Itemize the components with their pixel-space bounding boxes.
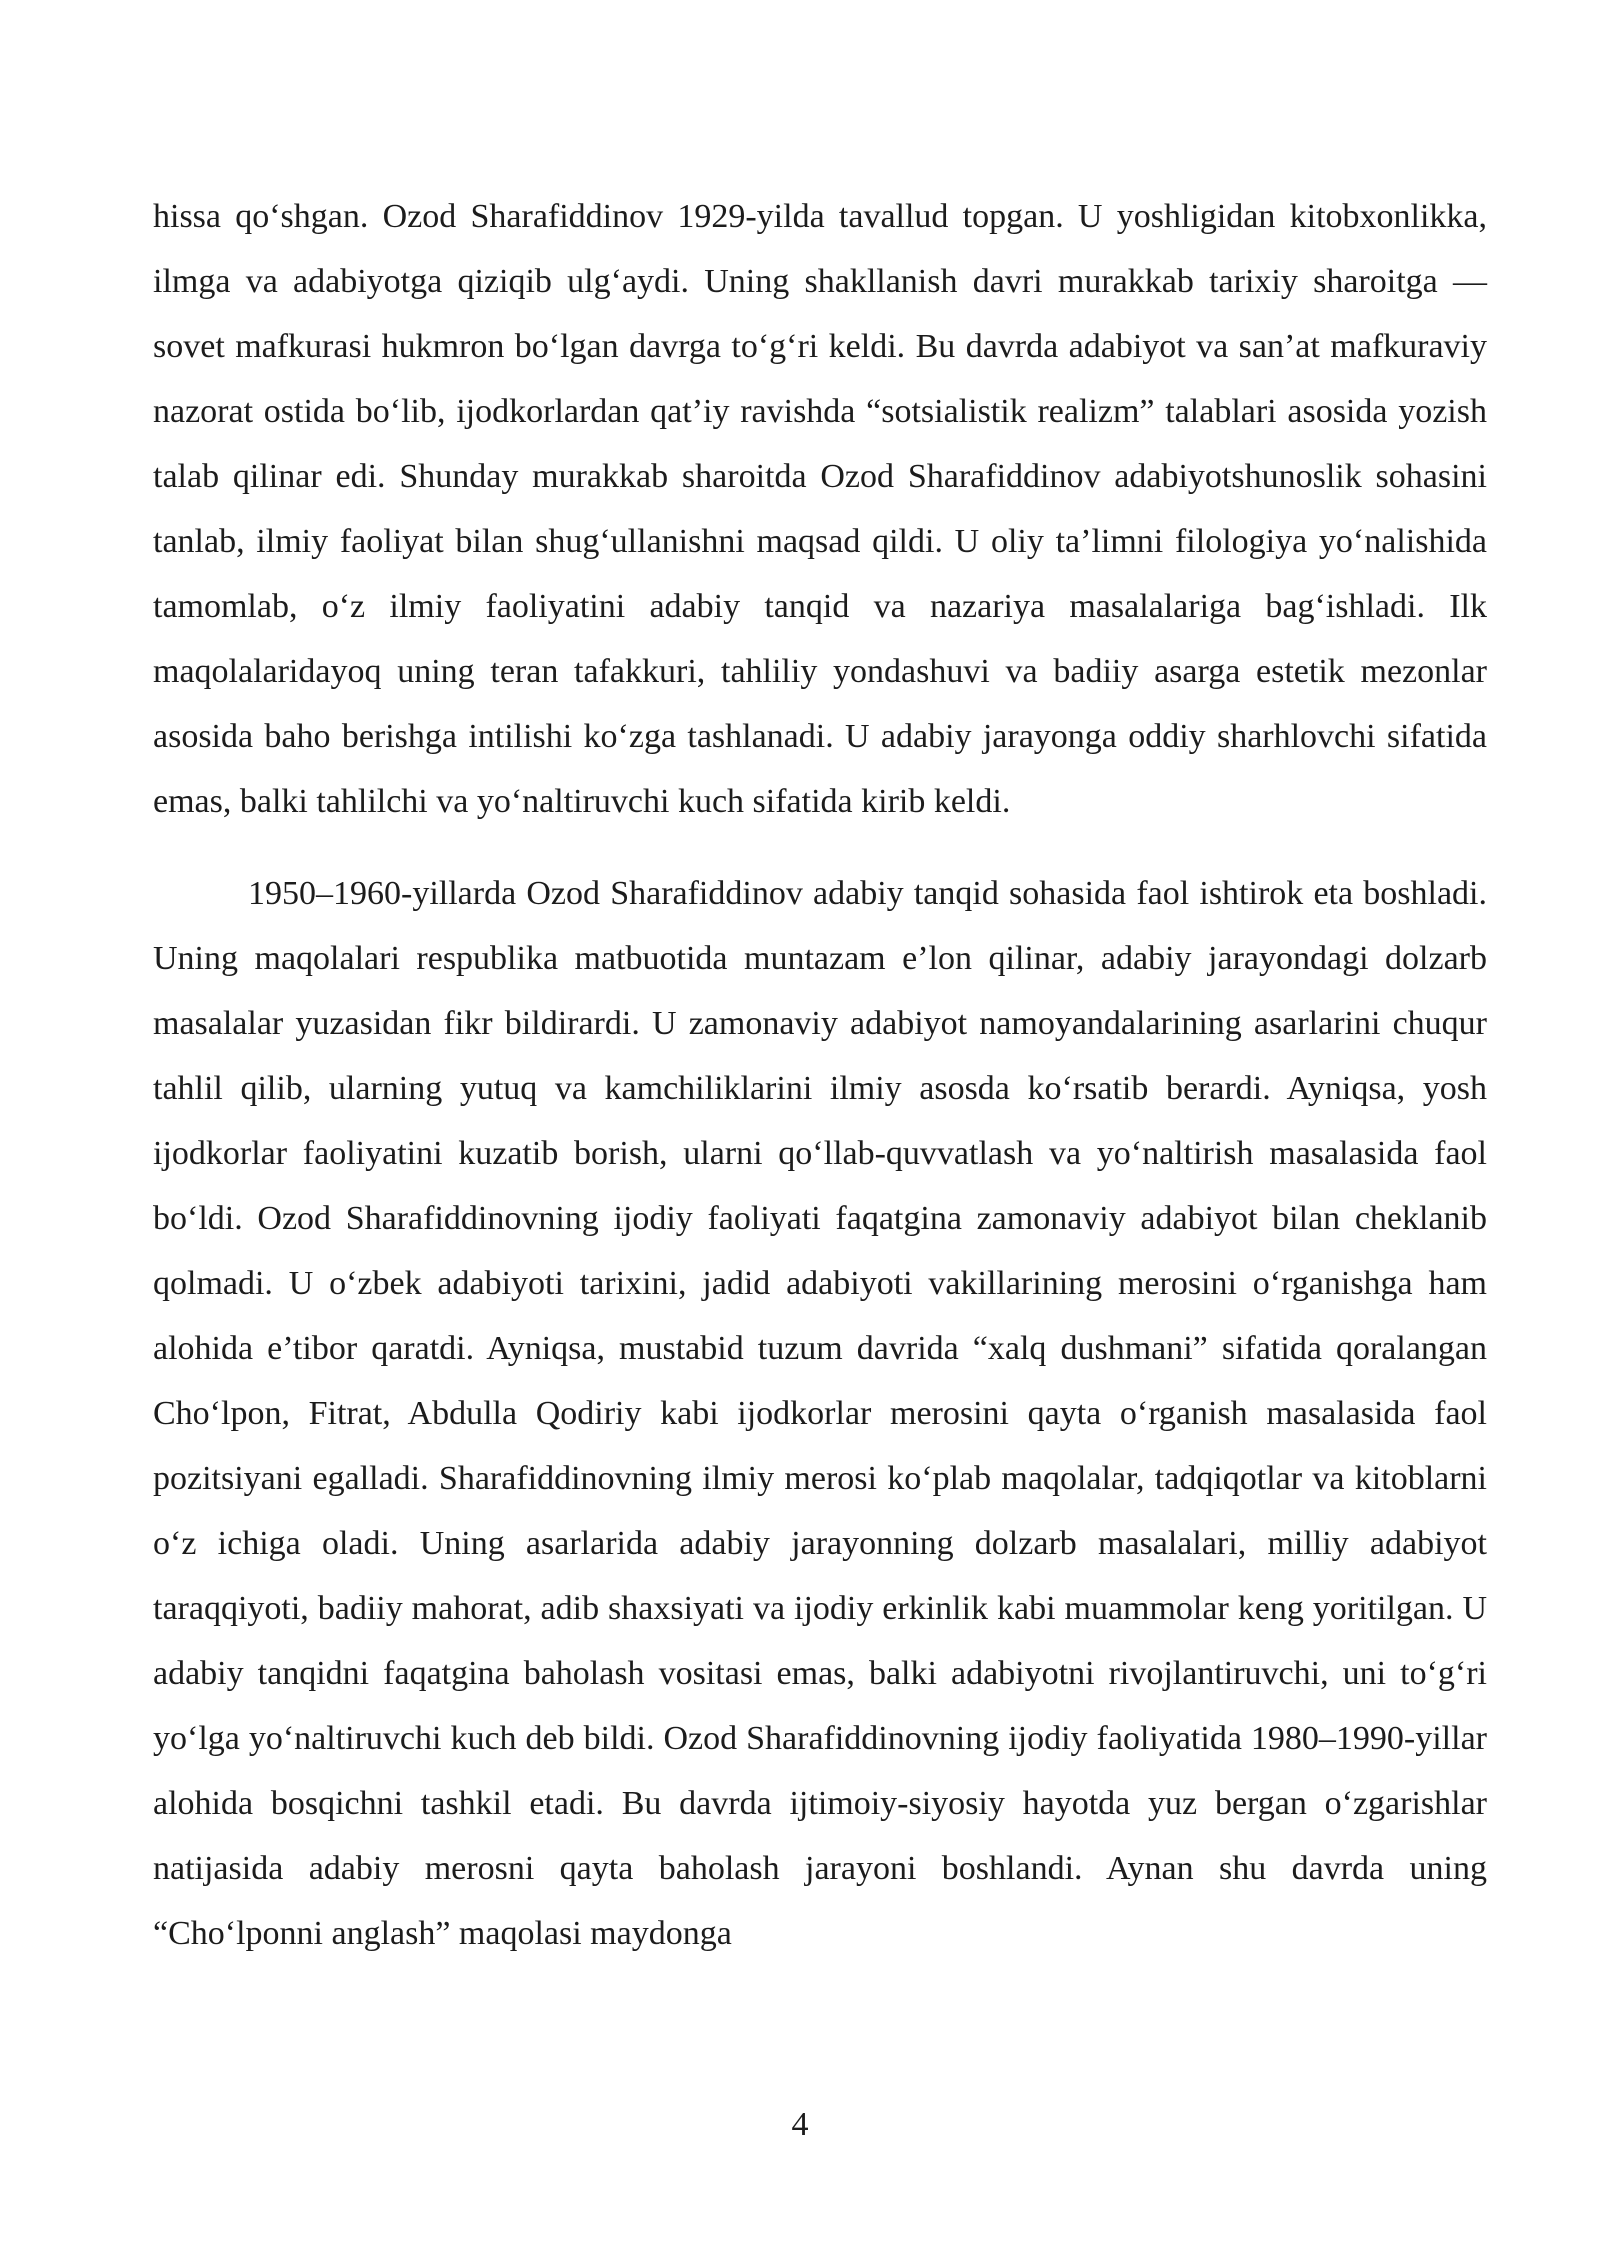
paragraph-2: 1950–1960-yillarda Ozod Sharafiddinov adabiy tanqid sohasida faol ishtirok eta boshladi. Uning maqolalari respublika matbuotida muntazam e’lon qilinar, adabiy jarayondagi dolzarb masalalar yuzasidan fikr bildirardi. U zamonaviy adabiyot namoyandalarining asarlarini chuqur tahlil qilib, ularning yutuq va kamchiliklarini ilmiy asosda ko‘rsatib berardi. Ayniqsa, yosh ijodkorlar faoliyatini kuzatib borish, ularni qo‘llab-quvvatlash va yo‘naltirish masalasida faol bo‘ldi. Ozod Sharafiddinovning ijodiy faoliyati faqatgina zamonaviy adabiyot bilan cheklanib qolmadi. U o‘zbek adabiyoti tarixini, jadid adabiyoti vakillarining merosini o‘rganishga ham alohida e’tibor qaratdi. Ayniqsa, mustabid tuzum davrida “xalq dushmani” sifatida qoralangan Cho‘lpon, Fitrat, Abdulla Qodiriy kabi ijodkorlar merosini qayta o‘rganish masalasida faol pozitsiyani egalladi. Sharafiddinovning ilmiy merosi ko‘plab maqolalar, tadqiqotlar va kitoblarni o‘z ichiga oladi. Uning asarlarida adabiy jarayonning dolzarb masalalari, milliy adabiyot taraqqiyoti, badiiy mahorat, adib shaxsiyati va ijodiy erkinlik kabi muammolar keng yoritilgan. U adabiy tanqidni faqatgina baholash vositasi emas, balki adabiyotni rivojlantiruvchi, uni to‘g‘ri yo‘lga yo‘naltiruvchi kuch deb bildi. Ozod Sharafiddinovning ijodiy faoliyatida 1980–1990-yillar alohida bosqichni tashkil etadi. Bu davrda ijtimoiy-siyosiy hayotda yuz bergan o‘zgarishlar natijasida adabiy merosni qayta baholash jarayoni boshlandi. Aynan shu davrda uning “Cho‘lponni anglash” maqolasi maydonga [153,875,1487,1952]
paragraph-1: hissa qo‘shgan. Ozod Sharafiddinov 1929-yilda tavallud topgan. U yoshligidan kitobxonlikka, ilmga va adabiyotga qiziqib ulg‘aydi. Uning shakllanish davri murakkab tarixiy sharoitga — sovet mafkurasi hukmron bo‘lgan davrga to‘g‘ri keldi. Bu davrda adabiyot va san’at mafkuraviy nazorat ostida bo‘lib, ijodkorlardan qat’iy ravishda “sotsialistik realizm” talablari asosida yozish talab qilinar edi. Shunday murakkab sharoitda Ozod Sharafiddinov adabiyotshunoslik sohasini tanlab, ilmiy faoliyat bilan shug‘ullanishni maqsad qildi. U oliy ta’limni filologiya yo‘nalishida tamomlab, o‘z ilmiy faoliyatini adabiy tanqid va nazariya masalalariga bag‘ishladi. Ilk maqolalaridayoq uning teran tafakkuri, tahliliy yondashuvi va badiiy asarga estetik mezonlar asosida baho berishga intilishi ko‘zga tashlanadi. U adabiy jarayonga oddiy sharhlovchi sifatida emas, balki tahlilchi va yo‘naltiruvchi kuch sifatida kirib keldi. [153,198,1487,820]
page-number: 4 [791,2106,809,2143]
body-text [153,184,1487,1966]
